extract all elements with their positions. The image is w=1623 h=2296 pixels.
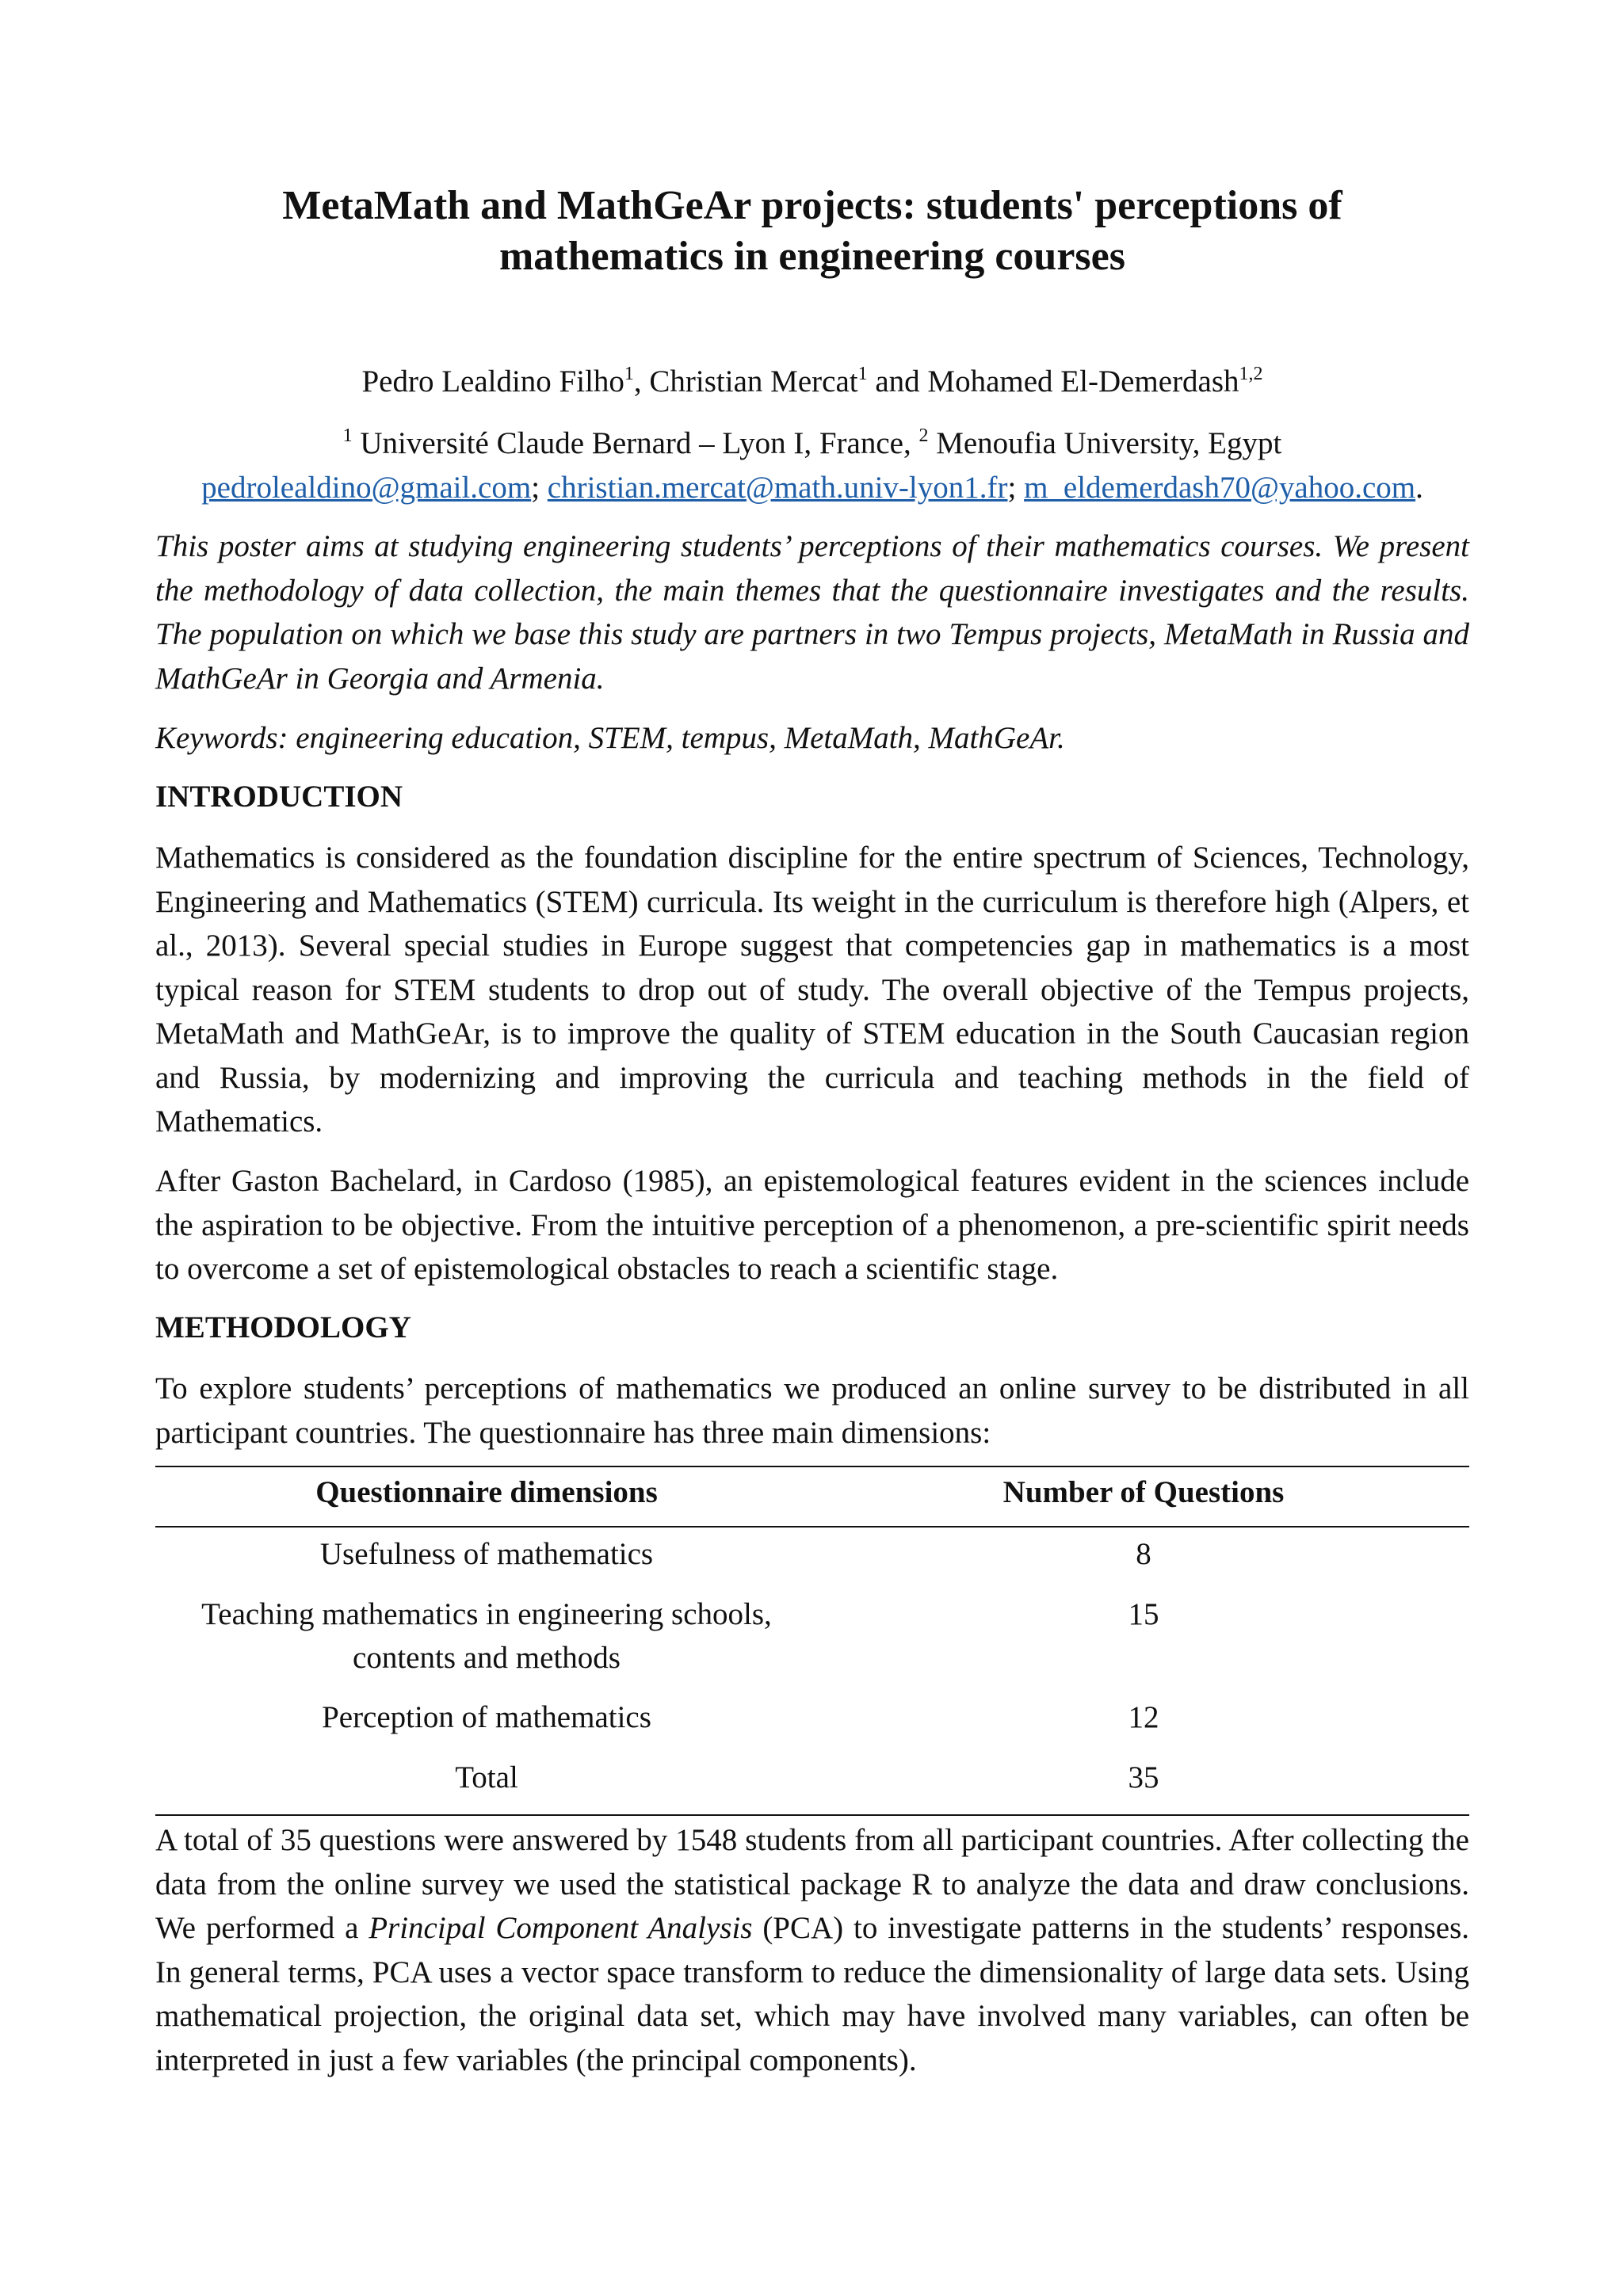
author-name: Pedro Lealdino Filho [361,364,624,399]
table-bottom-rule [155,1814,1469,1816]
introduction-heading: INTRODUCTION [155,780,403,814]
author-name: Christian Mercat [649,364,858,399]
author-affiliation-mark: 1,2 [1239,364,1263,384]
email-separator: ; [531,471,548,505]
email-line [155,466,1469,510]
table-cell-count: 12 [1128,1700,1159,1734]
table-cell-total-count: 35 [1128,1760,1159,1794]
table-cell-dimension-line: contents and methods [353,1641,621,1675]
affiliation-1: Université Claude Bernard – Lyon I, France, [352,426,919,460]
affiliation-mark: 2 [918,425,929,446]
table-cell-dimension: Perception of mathematics [322,1700,651,1734]
email-link[interactable]: m_eldemerdash70@yahoo.com [1024,471,1416,505]
author-affiliation-mark: 1 [624,364,634,384]
title-line-1: MetaMath and MathGeAr projects: students' perceptions of [282,183,1342,228]
table-header-rule [155,1526,1469,1527]
methodology-term: Principal Component Analysis [369,1911,753,1945]
author-separator: , [633,364,650,399]
table-cell-dimension: Usefulness of mathematics [319,1537,654,1571]
table-cell-count: 15 [1128,1597,1159,1631]
author-list [155,363,1469,401]
email-separator: ; [1007,471,1025,505]
keywords: Keywords: engineering education, STEM, tempus, MetaMath, MathGeAr. [155,721,1065,755]
affiliations [155,421,1469,510]
introduction-paragraph-2: After Gaston Bachelard, in Cardoso (1985), an epistemological features evident in the sciences include the aspiration to be objective. From the intuitive perception of a phenomenon, a pre-scientific spirit needs to overcome a set of epistemological obstacles to reach a scientific stage. [155,1164,1469,1286]
abstract: This poster aims at studying engineering students’ perceptions of their mathematics courses. We present the methodology of data collection, the main themes that the questionnaire investigates and the results. The population on which we base this study are partners in two Tempus projects, MetaMath in Russia and MathGeAr in Georgia and Armenia. [155,529,1469,696]
table-header-count: Number of Questions [1002,1475,1285,1509]
table-cell-total-label: Total [455,1760,518,1794]
introduction-paragraph-1: Mathematics is considered as the foundation discipline for the entire spectrum of Sciences, Technology, Engineering and Mathematics (STEM) curricula. Its weight in the curriculum is therefore high (Alpers, et al., 2013). Several special studies in Europe suggest that competencies gap in mathematics is a most typical reason for STEM students to drop out of study. The overall objective of the Tempus projects, MetaMath and MathGeAr, is to improve the quality of STEM education in the South Caucasian region and Russia, by modernizing and improving the curricula and teaching methods in the field of Mathematics. [155,841,1469,1138]
table-top-rule [155,1466,1469,1467]
methodology-text: A total of 35 questions were answered by 1548 students from all participant countries. After collecting the data from the online survey we used the statistical package R to analyze the data and draw conclusions. We performed a [155,1823,1469,1945]
table-cell-count: 8 [1136,1537,1151,1571]
title-line-2: mathematics in engineering courses [498,234,1125,279]
affiliation-2: Menoufia University, Egypt [928,426,1282,460]
author-separator: and [867,364,928,399]
author-affiliation-mark: 1 [857,364,868,384]
methodology-heading: METHODOLOGY [155,1310,411,1344]
methodology-text: (PCA) to investigate patterns in the students’ responses. In general terms, PCA uses a vector space transform to reduce the dimensionality of large data sets. Using mathematical projection, the original data set, which may have involved many variables, can often be interpreted in just a few variables (the principal components). [155,1911,1469,2077]
email-link[interactable]: christian.mercat@math.univ-lyon1.fr [547,471,1008,505]
methodology-paragraph-1: To explore students’ perceptions of mathematics we produced an online survey to be distributed in all participant countries. The questionnaire has three main dimensions: [155,1371,1469,1450]
paper-title [155,181,1469,282]
email-terminator: . [1415,471,1423,505]
affiliation-mark: 1 [342,425,353,446]
methodology-paragraph-2 [155,1818,1469,2082]
table-cell-dimension-line: Teaching mathematics in engineering schools, [201,1597,772,1631]
table-cell-dimension [155,1592,818,1680]
email-link[interactable]: pedrolealdino@gmail.com [201,471,532,505]
affiliation-line [155,421,1469,466]
author-name: Mohamed El-Demerdash [927,364,1239,399]
table-header-dimensions: Questionnaire dimensions [315,1475,658,1509]
